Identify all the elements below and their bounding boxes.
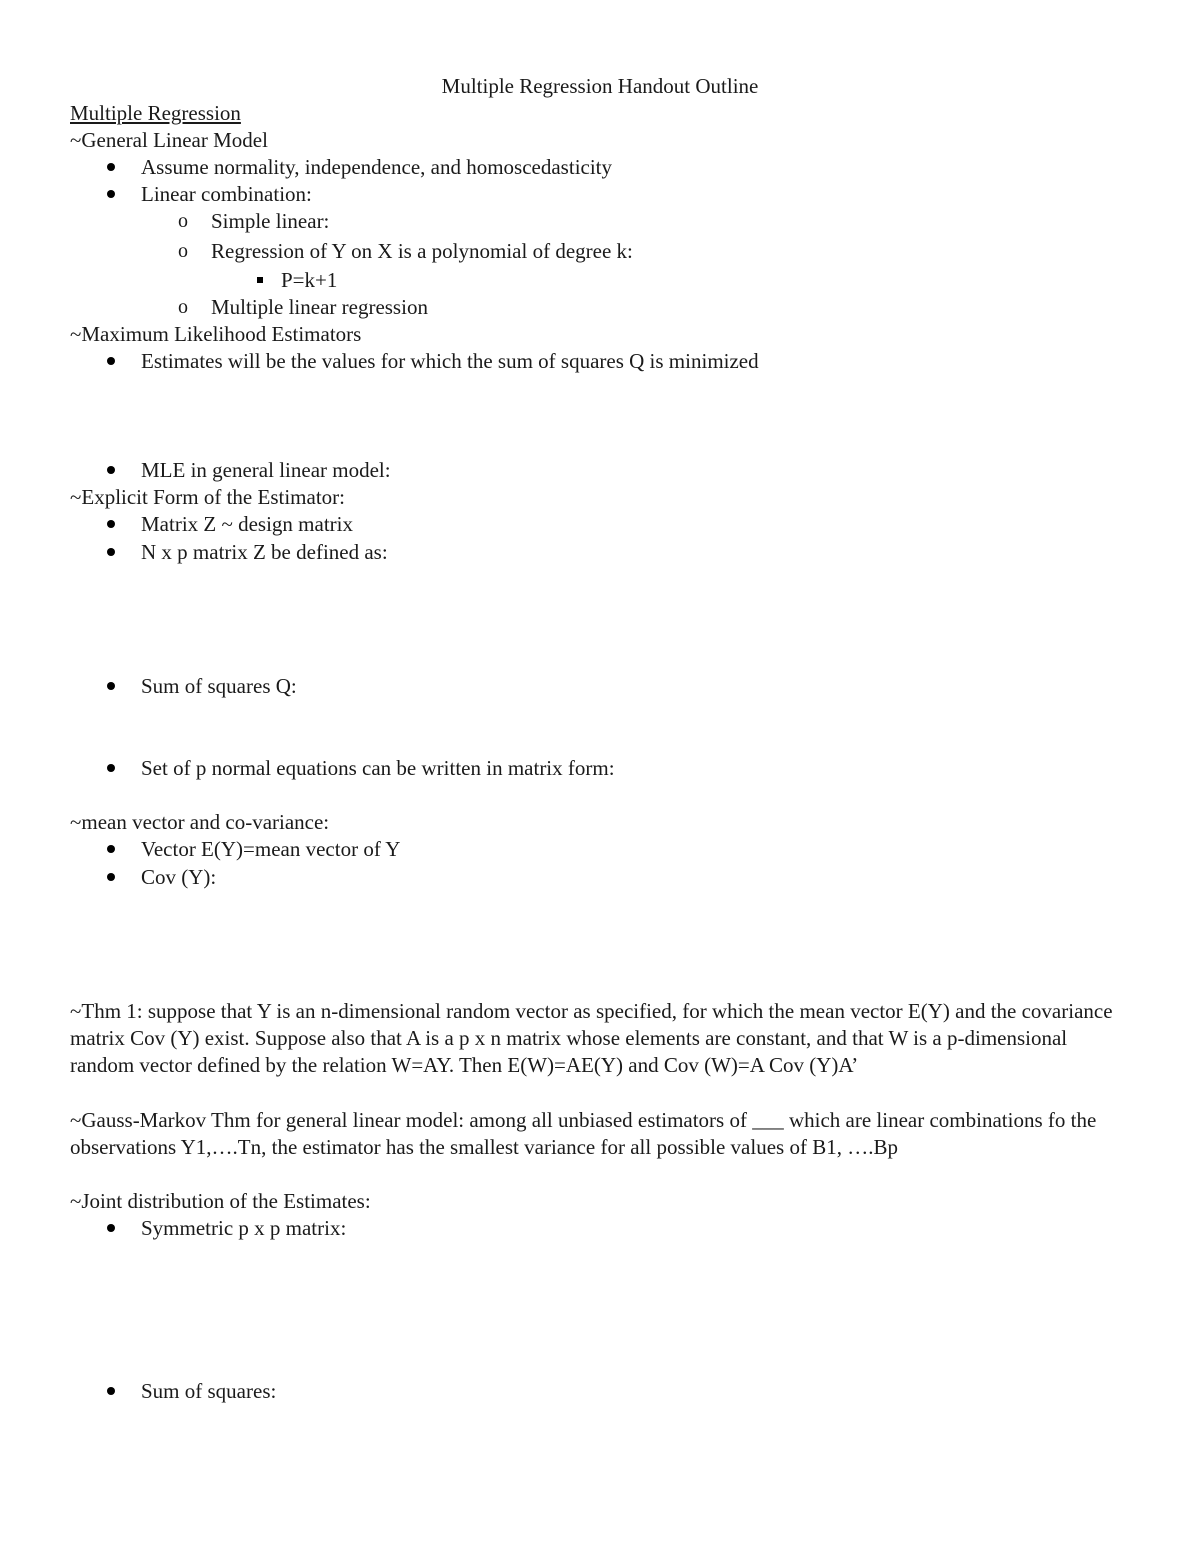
explicit-label: ~Explicit Form of the Estimator: [70,485,345,509]
list-item-text: Sum of squares: [141,1379,277,1403]
joint-label: ~Joint distribution of the Estimates: [70,1189,371,1213]
bullet-icon [107,764,115,772]
bullet-icon [107,466,115,474]
list-item [141,836,400,862]
list-item-text: Cov (Y): [141,865,217,889]
list-item [178,294,428,320]
list-item-text: P=k+1 [281,268,338,292]
list-item-text: Multiple linear regression [211,295,428,319]
glm-label: ~General Linear Model [70,128,268,152]
theorem-1-paragraph: ~Thm 1: suppose that Y is an n-dimensional random vector as specified, for which the mean vector E(Y) and the covariance matrix Cov (Y) exist. Suppose also that A is a p x n matrix whose elements are constant, and that W is a p-dimensional random vector defined by the relation W=AY. Then E(W)=AE(Y) and Cov (W)=A Cov (Y)A’ [70,999,1113,1077]
list-item [281,267,337,293]
list-item-text: Symmetric p x p matrix: [141,1216,347,1240]
gauss-markov-paragraph: ~Gauss-Markov Thm for general linear model: among all unbiased estimators of ___ which are linear combinations fo the observations Y1,….Tn, the estimator has the smallest variance for all possible values of B1, ….Bp [70,1108,1097,1159]
list-item [141,154,612,180]
page-title: Multiple Regression Handout Outline [441,74,759,98]
list-item-text: MLE in general linear model: [141,458,391,482]
list-item-text: Set of p normal equations can be written in matrix form: [141,756,615,780]
list-item-text: Matrix Z ~ design matrix [141,512,353,536]
list-item-text: Sum of squares Q: [141,674,297,698]
list-item-text: Vector E(Y)=mean vector of Y [141,837,401,861]
circle-bullet-icon: o [178,240,188,262]
list-item [178,208,330,234]
section-heading: Multiple Regression [70,101,241,125]
list-item [141,864,216,890]
list-item [141,539,388,565]
bullet-icon [107,1224,115,1232]
list-item-text: Regression of Y on X is a polynomial of degree k: [211,239,633,263]
list-item [141,673,297,699]
bullet-icon [107,190,115,198]
mle-label: ~Maximum Likelihood Estimators [70,322,362,346]
bullet-icon [107,873,115,881]
list-item-text: Assume normality, independence, and homoscedasticity [141,155,613,179]
list-item [141,755,615,781]
list-item [178,238,633,264]
bullet-icon [107,163,115,171]
mean-label: ~mean vector and co-variance: [70,810,330,834]
circle-bullet-icon: o [178,210,188,232]
list-item [141,511,353,537]
list-item [141,181,312,207]
square-bullet-icon [257,277,263,283]
circle-bullet-icon: o [178,296,188,318]
list-item-text: Simple linear: [211,209,330,233]
list-item [141,457,391,483]
list-item [141,1215,346,1241]
bullet-icon [107,845,115,853]
list-item-text: N x p matrix Z be defined as: [141,540,388,564]
bullet-icon [107,548,115,556]
list-item [141,348,759,374]
list-item [141,1378,276,1404]
bullet-icon [107,520,115,528]
bullet-icon [107,682,115,690]
list-item-text: Estimates will be the values for which the sum of squares Q is minimized [141,349,759,373]
bullet-icon [107,357,115,365]
bullet-icon [107,1387,115,1395]
list-item-text: Linear combination: [141,182,312,206]
